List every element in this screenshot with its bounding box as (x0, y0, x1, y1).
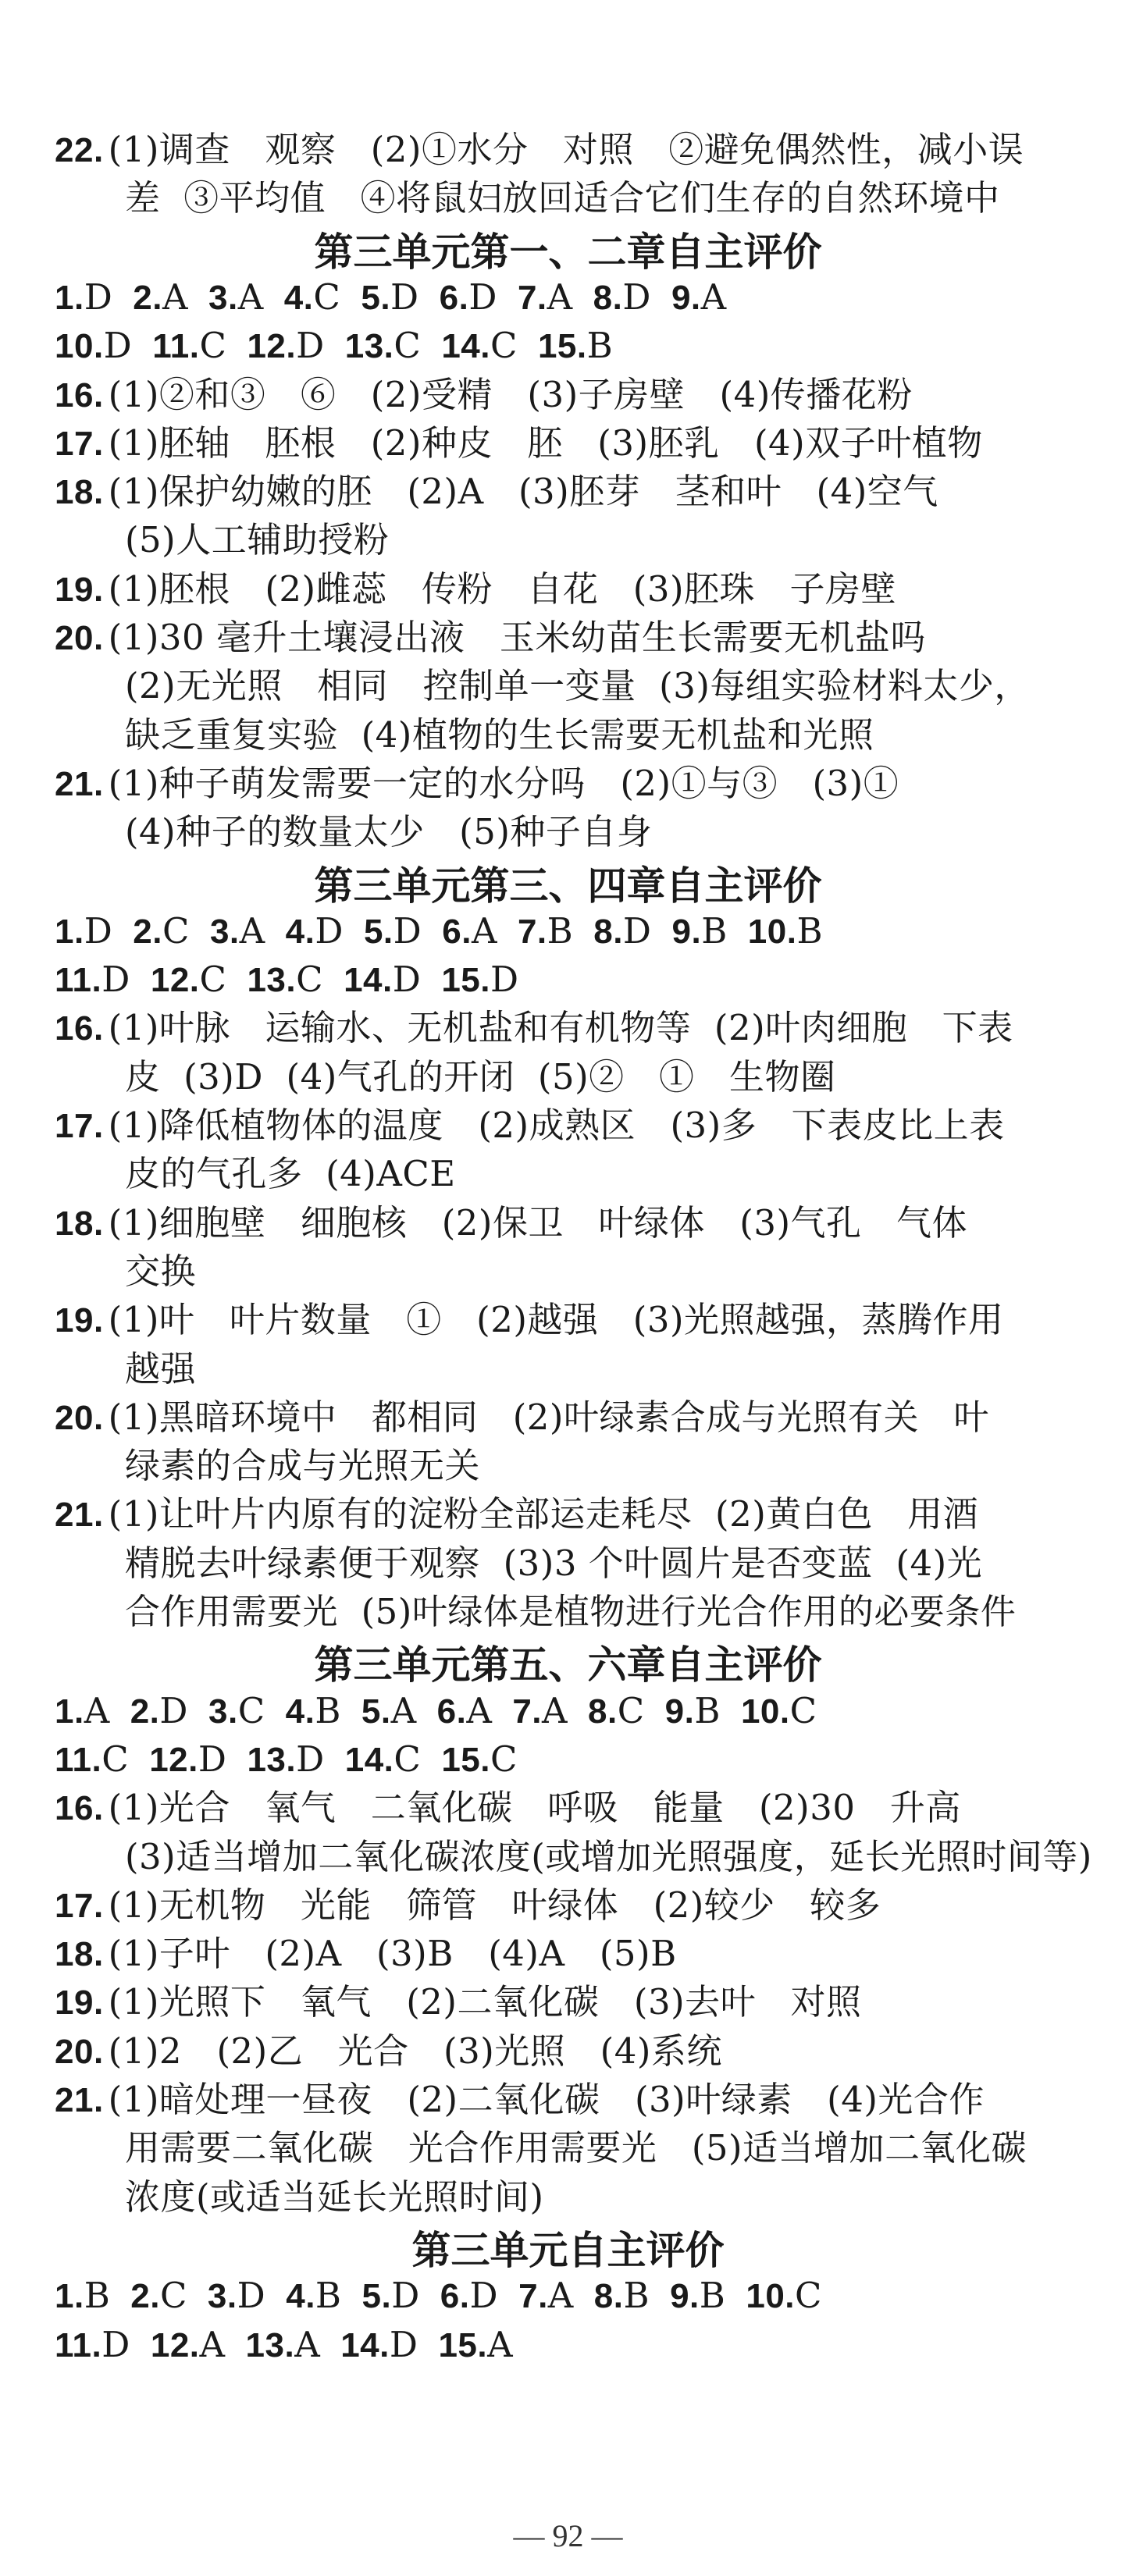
question-number: 18. (55, 473, 104, 512)
choice-answer (441, 321, 518, 372)
answer-text: 浓度(或适当延长光照时间) (125, 2176, 544, 2218)
choice-answer (437, 1686, 493, 1737)
question-number: 8. (593, 912, 623, 951)
question-number: 15. (537, 327, 587, 366)
choice-answer (55, 272, 112, 323)
choice-answer (286, 1686, 341, 1737)
question-line (55, 1101, 1005, 1151)
choice-answer (55, 955, 130, 1005)
answer-letter: D (622, 276, 651, 318)
answer-text: 差 ③平均值 ④将鼠妇放回适合它们生存的自然环境中 (125, 177, 1000, 219)
section-heading: 第三单元第三、四章自主评价 (314, 863, 822, 909)
answer-letter: C (159, 2275, 187, 2317)
question-number: 9. (671, 912, 702, 951)
answer-letter: C (394, 1738, 422, 1780)
answer-letter: B (694, 1689, 721, 1731)
question-number: 13. (344, 327, 394, 366)
continuation-line (125, 2123, 1027, 2173)
question-number: 19. (55, 1984, 104, 2023)
question-line (55, 1489, 978, 1539)
choice-answer (512, 1686, 568, 1737)
choice-answer (210, 906, 265, 957)
answer-text: (1)叶脉 运输水、无机盐和有机物等 (2)叶肉细胞 下表 (108, 1007, 1013, 1049)
answer-letter: A (162, 276, 188, 318)
question-number: 12. (247, 327, 297, 366)
question-number: 15. (441, 961, 490, 1000)
choice-answer (247, 1735, 324, 1785)
answer-letter: D (84, 909, 113, 952)
question-number: 3. (208, 1692, 238, 1731)
choice-answer (440, 2271, 498, 2322)
choice-answer (286, 2271, 341, 2322)
question-number: 10. (746, 2277, 796, 2316)
choice-answer (247, 321, 324, 372)
answer-letter: C (490, 1738, 518, 1780)
answer-letter: D (315, 909, 344, 952)
question-number: 20. (55, 1398, 104, 1437)
question-number: 5. (361, 1692, 391, 1731)
question-line (55, 613, 926, 663)
choice-answer (284, 272, 341, 323)
answer-text: (1)叶 叶片数量 ① (2)越强 (3)光照越强，蒸腾作用 (108, 1299, 1004, 1341)
question-number: 1. (55, 912, 84, 951)
answer-letter: B (315, 1689, 341, 1731)
multiple-choice-row (55, 955, 540, 1005)
question-number: 7. (518, 2277, 548, 2316)
answer-letter: C (162, 909, 190, 952)
question-number: 9. (670, 2277, 700, 2316)
answer-letter: B (586, 325, 614, 367)
choice-answer (361, 272, 418, 323)
answer-letter: A (294, 2323, 321, 2365)
answer-letter: D (468, 276, 497, 318)
answer-text: (1)暗处理一昼夜 (2)二氧化碳 (3)叶绿素 (4)光合作 (108, 2079, 985, 2120)
continuation-line (125, 1539, 982, 1589)
answer-letter: C (296, 959, 324, 1001)
answer-letter: D (393, 909, 422, 952)
answer-text: (1)黑暗环境中 都相同 (2)叶绿素合成与光照有关 叶 (108, 1396, 989, 1438)
question-number: 14. (441, 327, 490, 366)
choice-answer (247, 955, 323, 1005)
answer-letter: D (101, 2323, 130, 2365)
answer-letter: B (699, 2275, 726, 2317)
answer-letter: D (101, 959, 130, 1001)
question-number: 5. (363, 912, 394, 951)
choice-answer (152, 321, 226, 372)
question-number: 4. (285, 1692, 315, 1731)
question-number: 6. (436, 1692, 467, 1731)
answer-text: (4)种子的数量太少 (5)种子自身 (125, 811, 653, 853)
answer-letter: D (391, 2275, 420, 2317)
question-number: 11. (55, 961, 102, 1000)
answer-letter: D (198, 1738, 227, 1780)
answer-letter: A (700, 276, 727, 318)
question-number: 3. (208, 278, 238, 317)
question-line (55, 759, 899, 809)
choice-answer (741, 1686, 817, 1737)
choice-answer (440, 272, 497, 323)
answer-letter: A (390, 1689, 417, 1731)
choice-answer (55, 1686, 110, 1737)
continuation-line (125, 515, 389, 565)
question-number: 22. (55, 131, 104, 169)
answer-letter: C (490, 325, 518, 367)
choice-answer (55, 906, 112, 957)
answer-letter: C (789, 1689, 817, 1731)
question-number: 21. (55, 764, 104, 803)
question-number: 11. (55, 1740, 102, 1779)
question-number: 1. (55, 2277, 84, 2316)
question-number: 19. (55, 570, 104, 609)
question-line (55, 1783, 961, 1833)
continuation-line (125, 807, 652, 857)
question-number: 9. (664, 1692, 695, 1731)
answer-letter: D (490, 959, 519, 1001)
question-number: 1. (55, 1692, 84, 1731)
answer-letter: D (84, 276, 113, 318)
answer-text: (1)无机物 光能 筛管 叶绿体 (2)较少 较多 (108, 1884, 881, 1926)
answer-text: (1)种子萌发需要一定的水分吗 (2)①与③ (3)① (108, 762, 899, 804)
question-line (55, 1393, 989, 1443)
choice-answer (246, 2320, 321, 2371)
question-number: 14. (344, 1740, 394, 1779)
answer-text: (1)让叶片内原有的淀粉全部运走耗尽 (2)黄白色 用酒 (108, 1493, 979, 1535)
multiple-choice-row (55, 2271, 842, 2321)
choice-answer (133, 906, 190, 957)
question-number: 5. (361, 278, 391, 317)
choice-answer (345, 321, 422, 372)
answer-text: 绿素的合成与光照无关 (125, 1445, 481, 1487)
continuation-line (125, 1832, 1092, 1882)
question-number: 16. (55, 1009, 104, 1048)
question-number: 19. (55, 1301, 104, 1340)
question-number: 12. (149, 1740, 198, 1779)
answer-letter: C (617, 1689, 645, 1731)
answer-letter: C (101, 1738, 130, 1780)
answer-text: (1)2 (2)乙 光合 (3)光照 (4)系统 (108, 2030, 722, 2072)
choice-answer (151, 955, 227, 1005)
answer-letter: A (547, 2275, 574, 2317)
choice-answer (593, 272, 651, 323)
question-line (55, 370, 913, 420)
question-number: 11. (55, 2325, 102, 2364)
choice-answer (55, 2320, 130, 2371)
answer-text: (1)胚根 (2)雌蕊 传粉 自花 (3)胚珠 子房壁 (108, 568, 896, 610)
question-number: 6. (439, 278, 469, 317)
question-line (55, 125, 1024, 175)
answer-letter: D (296, 1738, 325, 1780)
question-number: 4. (283, 278, 314, 317)
answer-letter: A (466, 1689, 493, 1731)
question-number: 17. (55, 1886, 104, 1925)
answer-letter: A (84, 1689, 110, 1731)
answer-text: 交换 (125, 1250, 197, 1292)
question-number: 15. (441, 1740, 490, 1779)
multiple-choice-row (55, 272, 747, 322)
question-number: 17. (55, 424, 104, 463)
question-number: 6. (440, 2277, 470, 2316)
choice-answer (670, 2271, 725, 2322)
question-number: 20. (55, 2032, 104, 2071)
question-number: 7. (517, 912, 547, 951)
choice-answer (55, 321, 132, 372)
answer-text: (1)胚轴 胚根 (2)种皮 胚 (3)胚乳 (4)双子叶植物 (108, 422, 983, 464)
choice-answer (133, 272, 188, 323)
question-number: 3. (209, 912, 240, 951)
continuation-line (125, 1587, 1016, 1637)
answer-letter: A (239, 909, 265, 952)
section-heading: 第三单元自主评价 (411, 2227, 725, 2273)
question-number: 13. (247, 961, 297, 1000)
answer-letter: A (471, 909, 497, 952)
answer-text: 用需要二氧化碳 光合作用需要光 (5)适当增加二氧化碳 (125, 2127, 1027, 2169)
choice-answer (208, 2271, 265, 2322)
answer-text: (1)光合 氧气 二氧化碳 呼吸 能量 (2)30 升高 (108, 1787, 961, 1829)
question-number: 7. (517, 278, 547, 317)
question-line (55, 564, 896, 614)
choice-answer (518, 272, 573, 323)
answer-letter: A (547, 276, 573, 318)
question-number: 9. (671, 278, 701, 317)
question-number: 8. (593, 278, 623, 317)
question-number: 2. (133, 912, 162, 951)
choice-answer (286, 906, 344, 957)
question-number: 18. (55, 1935, 104, 1974)
choice-answer (55, 1735, 129, 1785)
page-number: — 92 — (513, 2518, 623, 2553)
question-number: 20. (55, 619, 104, 657)
question-number: 1. (55, 278, 84, 317)
answer-letter: B (623, 2275, 650, 2317)
choice-answer (361, 1686, 417, 1737)
choice-answer (594, 2271, 650, 2322)
question-line (55, 2026, 722, 2076)
question-number: 2. (130, 1692, 160, 1731)
choice-answer (438, 2320, 513, 2371)
choice-answer (442, 906, 497, 957)
answer-text: (1)保护幼嫩的胚 (2)A (3)胚芽 茎和叶 (4)空气 (108, 471, 938, 513)
answer-letter: D (469, 2275, 499, 2317)
choice-answer (344, 955, 421, 1005)
choice-answer (362, 2271, 420, 2322)
answer-letter: D (159, 1689, 188, 1731)
question-number: 21. (55, 2081, 104, 2119)
section-heading: 第三单元第一、二章自主评价 (314, 229, 822, 275)
answer-letter: D (237, 2275, 266, 2317)
question-number: 2. (130, 2277, 160, 2316)
choice-answer (665, 1686, 721, 1737)
choice-answer (746, 2271, 822, 2322)
continuation-line (125, 1441, 480, 1491)
question-number: 14. (340, 2325, 390, 2364)
question-number: 8. (588, 1692, 618, 1731)
choice-answer (538, 321, 613, 372)
continuation-line (125, 1247, 196, 1297)
answer-letter: C (199, 959, 227, 1001)
continuation-line (125, 710, 874, 760)
answer-letter: A (542, 1689, 568, 1731)
question-line (55, 1003, 1013, 1053)
answer-letter: C (313, 276, 341, 318)
continuation-line (125, 1052, 835, 1102)
choice-answer (672, 906, 728, 957)
choice-answer (441, 1735, 518, 1785)
section-heading: 第三单元第五、六章自主评价 (314, 1642, 822, 1688)
multiple-choice-row (55, 1686, 838, 1736)
answer-letter: D (103, 325, 133, 367)
answer-text: (1)子叶 (2)A (3)B (4)A (5)B (108, 1933, 677, 1975)
question-number: 13. (245, 2325, 295, 2364)
answer-text: (1)降低植物体的温度 (2)成熟区 (3)多 下表皮比上表 (108, 1105, 1005, 1146)
answer-text: 合作用需要光 (5)叶绿体是植物进行光合作用的必要条件 (125, 1591, 1017, 1632)
multiple-choice-row (55, 321, 633, 371)
question-number: 16. (55, 375, 104, 415)
choice-answer (364, 906, 422, 957)
question-number: 15. (438, 2325, 488, 2364)
answer-text: (1)细胞壁 细胞核 (2)保卫 叶绿体 (3)气孔 气体 (108, 1201, 967, 1244)
question-number: 4. (286, 2277, 315, 2316)
answer-letter: A (237, 276, 264, 318)
answer-letter: D (622, 909, 652, 952)
continuation-line (125, 2172, 544, 2222)
answer-letter: B (315, 2275, 342, 2317)
question-number: 12. (150, 2325, 200, 2364)
question-number: 5. (361, 2277, 392, 2316)
choice-answer (593, 906, 651, 957)
answer-letter: B (796, 909, 824, 952)
question-number: 13. (247, 1740, 297, 1779)
question-number: 21. (55, 1496, 104, 1535)
choice-answer (149, 1735, 226, 1785)
multiple-choice-row (55, 906, 843, 956)
answer-text: (2)无光照 相同 控制单一变量 (3)每组实验材料太少， (125, 665, 1030, 707)
answer-text: (5)人工辅助授粉 (125, 519, 390, 561)
question-line (55, 1929, 677, 1979)
answer-letter: A (487, 2323, 514, 2365)
choice-answer (518, 2271, 574, 2322)
answer-letter: A (199, 2323, 226, 2365)
choice-answer (130, 1686, 188, 1737)
answer-text: (1)②和③ ⑥ (2)受精 (3)子房壁 (4)传播花粉 (108, 373, 913, 415)
question-number: 12. (150, 961, 200, 1000)
answer-text: 精脱去叶绿素便于观察 (3)3 个叶圆片是否变蓝 (4)光 (125, 1542, 983, 1584)
question-number: 7. (512, 1692, 543, 1731)
answer-letter: B (701, 909, 728, 952)
answer-text: (1)调查 观察 (2)①水分 对照 ②避免偶然性，减小误 (108, 129, 1024, 170)
answer-letter: C (199, 325, 227, 367)
choice-answer (518, 906, 573, 957)
question-number: 3. (207, 2277, 237, 2316)
question-number: 10. (740, 1692, 790, 1731)
question-line (55, 467, 938, 517)
choice-answer (340, 2320, 418, 2371)
answer-text: (3)适当增加二氧化碳浓度(或增加光照强度，延长光照时间等) (125, 1835, 1092, 1877)
answer-letter: B (84, 2275, 111, 2317)
choice-answer (748, 906, 823, 957)
question-line (55, 2075, 985, 2125)
multiple-choice-row (55, 2320, 533, 2370)
question-number: 11. (152, 327, 200, 366)
choice-answer (671, 272, 727, 323)
answer-letter: C (394, 325, 422, 367)
question-line (55, 418, 983, 468)
choice-answer (588, 1686, 645, 1737)
question-number: 8. (593, 2277, 624, 2316)
question-number: 17. (55, 1107, 104, 1145)
choice-answer (345, 1735, 422, 1785)
continuation-line (125, 661, 1030, 711)
question-line (55, 1295, 1004, 1345)
answer-text: (1)光照下 氧气 (2)二氧化碳 (3)去叶 对照 (108, 1981, 862, 2023)
choice-answer (208, 1686, 265, 1737)
question-number: 10. (55, 327, 104, 366)
answer-letter: D (392, 959, 422, 1001)
choice-answer (55, 2271, 110, 2322)
answer-letter: C (237, 1689, 265, 1731)
question-line (55, 1977, 862, 2027)
question-number: 10. (747, 912, 797, 951)
question-number: 16. (55, 1789, 104, 1828)
choice-answer (441, 955, 518, 1005)
question-number: 6. (442, 912, 472, 951)
answer-text: (1)30 毫升土壤浸出液 玉米幼苗生长需要无机盐吗 (108, 617, 926, 658)
multiple-choice-row (55, 1735, 538, 1784)
answer-letter: D (389, 2323, 418, 2365)
answer-text: 越强 (125, 1347, 197, 1389)
choice-answer (130, 2271, 187, 2322)
continuation-line (125, 173, 1000, 223)
continuation-line (125, 1344, 196, 1394)
answer-letter: B (547, 909, 574, 952)
question-number: 2. (133, 278, 162, 317)
question-number: 18. (55, 1204, 104, 1243)
answer-text: 皮的气孔多 (4)ACE (125, 1153, 456, 1195)
answer-letter: D (296, 325, 325, 367)
choice-answer (208, 272, 264, 323)
question-line (55, 1880, 881, 1930)
answer-letter: D (390, 276, 419, 318)
question-number: 4. (285, 912, 315, 951)
answer-text: 皮 (3)D (4)气孔的开闭 (5)② ① 生物圈 (125, 1055, 836, 1098)
question-line (55, 1198, 967, 1248)
choice-answer (151, 2320, 226, 2371)
answer-text: 缺乏重复实验 (4)植物的生长需要无机盐和光照 (125, 713, 874, 756)
question-number: 14. (344, 961, 393, 1000)
continuation-line (125, 1149, 456, 1199)
answer-letter: C (795, 2275, 822, 2317)
